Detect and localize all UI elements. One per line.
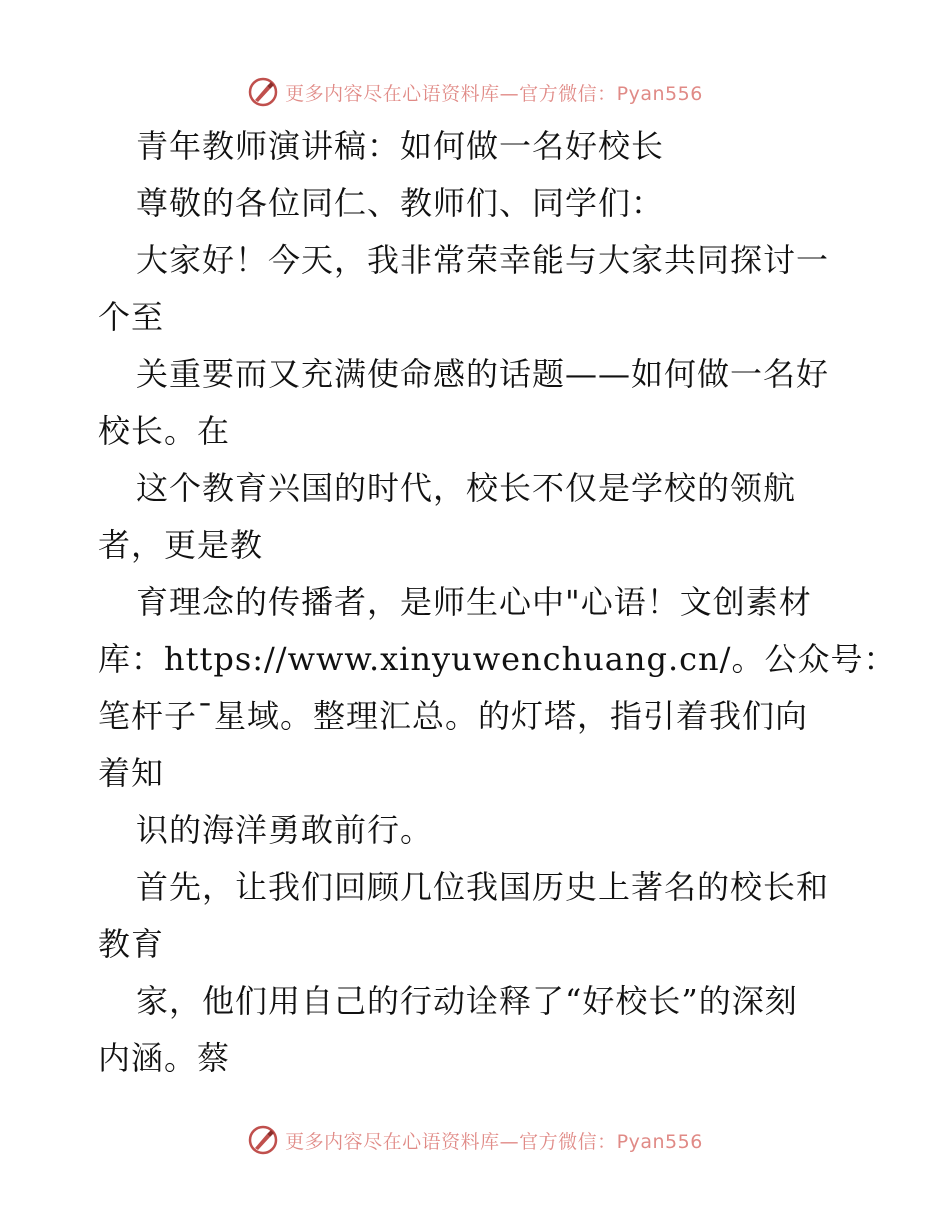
pen-logo-icon: [247, 1124, 279, 1156]
text-line: 内涵。蔡: [98, 1039, 231, 1077]
footer-watermark: [0, 1120, 950, 1160]
text-line: 校长。在: [98, 412, 231, 450]
pen-logo-icon: [247, 76, 279, 108]
text-line: 教育: [98, 925, 165, 963]
text-line: 者，更是教: [98, 526, 264, 564]
text-line: 这个教育兴国的时代，校长不仅是学校的领航: [136, 469, 797, 507]
text-line: 关重要而又充满使命感的话题——如何做一名好: [136, 355, 830, 393]
text-line: 大家好！今天，我非常荣幸能与大家共同探讨一: [136, 241, 830, 279]
text-line: 库：https://www.xinyuwenchuang.cn/。公众号：: [98, 640, 897, 678]
text-line: 家，他们用自己的行动诠释了“好校长”的深刻: [136, 982, 798, 1020]
watermark-text: 更多内容尽在心语资料库—官方微信：Pyan556: [285, 82, 703, 105]
watermark-text: 更多内容尽在心语资料库—官方微信：Pyan556: [285, 1130, 703, 1153]
text-line: 青年教师演讲稿：如何做一名好校长: [136, 127, 665, 165]
text-line: 识的海洋勇敢前行。: [136, 811, 434, 849]
header-watermark: [0, 72, 950, 112]
text-line: 笔杆子¯星域。整理汇总。的灯塔，指引着我们向: [98, 697, 809, 735]
text-line: 首先，让我们回顾几位我国历史上著名的校长和: [136, 868, 830, 906]
text-line: 育理念的传播者，是师生心中"心语！文创素材: [136, 583, 812, 621]
text-line: 着知: [98, 754, 165, 792]
document-body: [98, 118, 897, 1087]
text-line: 尊敬的各位同仁、教师们、同学们：: [136, 184, 665, 222]
text-line: 个至: [98, 298, 165, 336]
